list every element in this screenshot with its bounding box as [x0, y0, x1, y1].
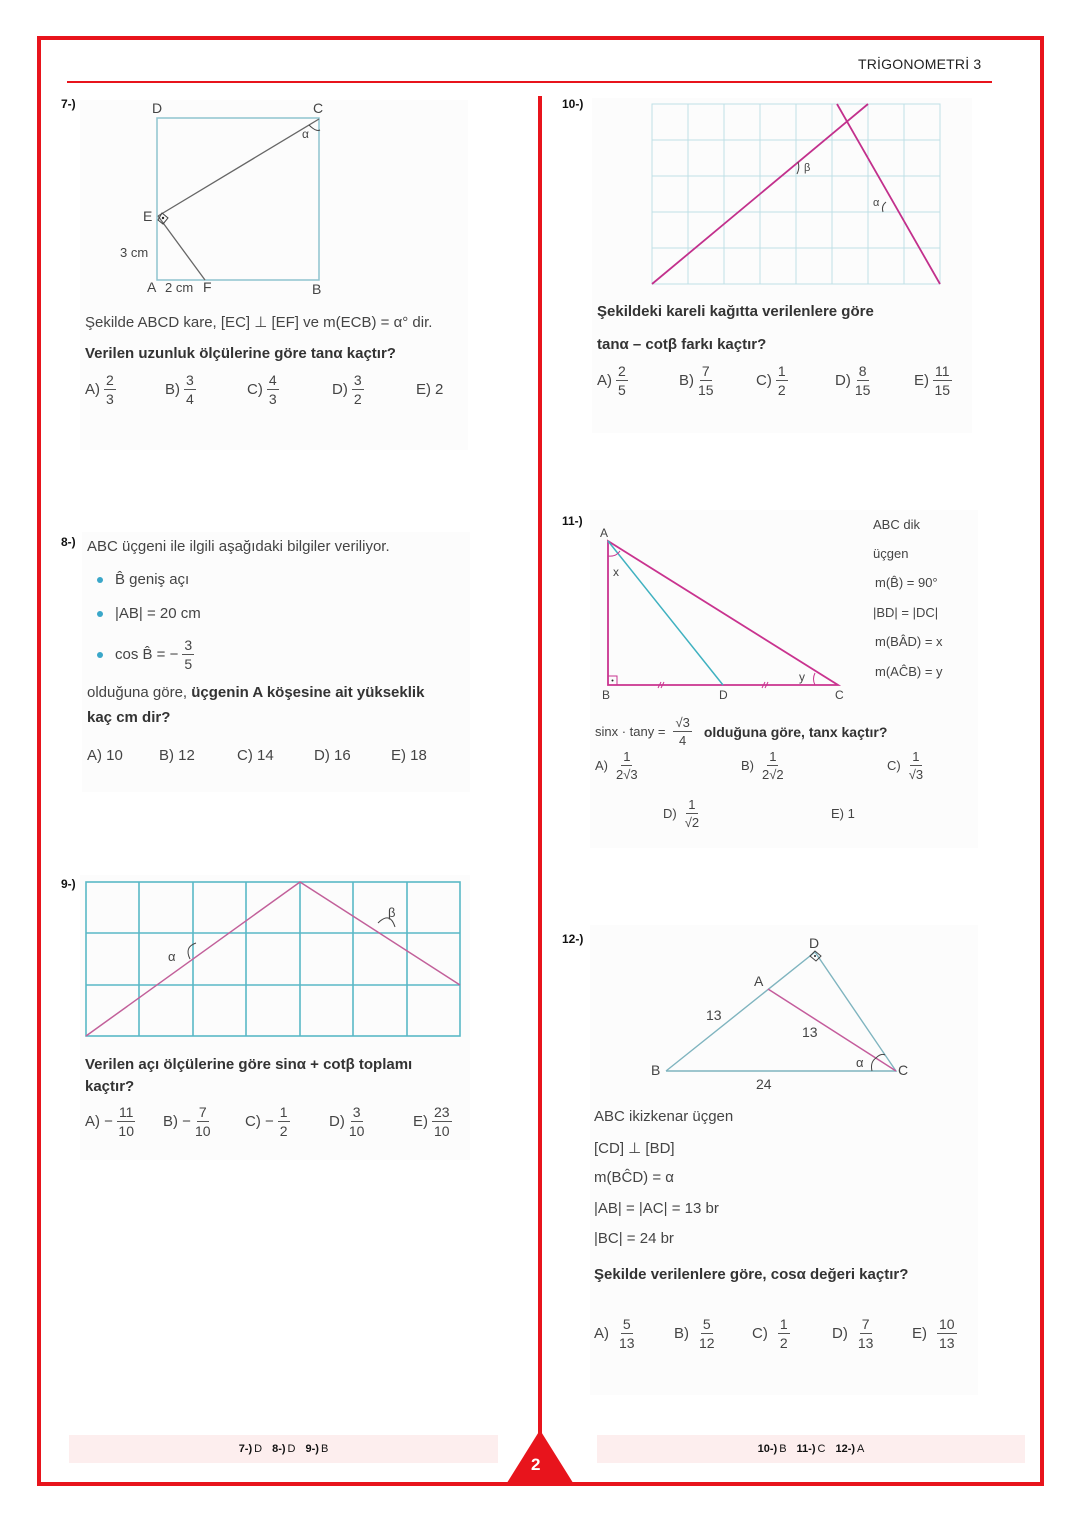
- question-number: 12-): [562, 932, 584, 946]
- grid-figure: [592, 98, 972, 293]
- bullet-item: cos B̂ = − $\frac{3}{5}$: [97, 638, 194, 671]
- svg-text:D: D: [152, 100, 163, 116]
- svg-text:β: β: [804, 162, 811, 174]
- svg-text:C: C: [898, 1062, 909, 1078]
- svg-text:A: A: [754, 973, 764, 989]
- svg-text:α: α: [856, 1055, 864, 1070]
- svg-text:F: F: [203, 279, 212, 295]
- svg-text:A: A: [147, 279, 157, 295]
- header-divider: [67, 81, 992, 83]
- bullet-icon: [97, 577, 103, 583]
- answer-options: [597, 364, 952, 397]
- given-item: |BD| = |DC|: [873, 605, 939, 620]
- option-c[interactable]: C) 14: [237, 747, 274, 764]
- svg-text:A: A: [600, 526, 609, 540]
- question-text-2: tanα – cotβ farkı kaçtır?: [597, 336, 767, 353]
- question-text-2: kaçtır?: [85, 1078, 135, 1095]
- question-9: [80, 875, 470, 1160]
- question-text-2: kaç cm dir?: [87, 709, 171, 726]
- question-10: [592, 98, 972, 433]
- svg-text:D: D: [719, 688, 728, 702]
- option-b[interactable]: B) $\frac{3}{4}$: [165, 372, 194, 407]
- question-number: 7-): [61, 97, 76, 111]
- option-e[interactable]: E): [416, 381, 431, 398]
- answer-options: A) $\frac{2}{3}$ B) $\frac{3}{4}$ C) $\frac{4}{3}$ D) $\frac{3}{2}$ E) 2: [85, 372, 444, 407]
- answer-options-row2: [663, 798, 855, 829]
- question-number: 11-): [562, 514, 583, 528]
- question-text: olduğuna göre, üçgenin A köşesine ait yükseklik: [87, 684, 425, 701]
- svg-text:B: B: [651, 1062, 661, 1078]
- triangle-figure: [590, 510, 870, 705]
- question-12: [590, 925, 978, 1395]
- svg-text:C: C: [313, 100, 324, 116]
- svg-text:α: α: [302, 127, 309, 141]
- given-item: ABC dik: [873, 517, 920, 532]
- svg-text:13: 13: [802, 1024, 818, 1040]
- answer-options: [595, 750, 923, 781]
- question-text: Şekildeki kareli kağıtta verilenlere göre: [597, 303, 874, 320]
- svg-text:B: B: [312, 281, 322, 297]
- question-number: 8-): [61, 535, 76, 549]
- column-divider: [538, 96, 542, 1466]
- option-a[interactable]: A) 10: [87, 747, 123, 764]
- option-d[interactable]: D) $\frac{7}{13}$: [832, 1316, 874, 1351]
- question-intro: ABC üçgeni ile ilgili aşağıdaki bilgiler veriliyor.: [87, 538, 390, 555]
- given-item: m(BÂD) = x: [875, 634, 943, 649]
- option-c[interactable]: C) $\frac{1}{√3}$: [887, 749, 924, 782]
- svg-text:α: α: [168, 949, 176, 964]
- svg-text:B: B: [602, 688, 611, 702]
- question-number: 9-): [61, 877, 76, 891]
- option-c[interactable]: C) $\frac{1}{2}$: [756, 363, 786, 398]
- option-a[interactable]: A) $\frac{2}{5}$: [597, 363, 626, 398]
- answer-options: [85, 1105, 452, 1138]
- given-item: üçgen: [873, 546, 909, 561]
- option-e[interactable]: E) $\frac{23}{10}$: [413, 1104, 450, 1139]
- given-item: [CD] ⊥ [BD]: [594, 1140, 675, 1157]
- option-b[interactable]: B) $\frac{1}{2√2}$: [741, 749, 784, 782]
- svg-text:y: y: [799, 670, 805, 684]
- bullet-icon: [97, 611, 103, 617]
- option-e[interactable]: E) $\frac{11}{15}$: [914, 363, 951, 398]
- svg-text:C: C: [835, 688, 844, 702]
- option-e[interactable]: E) $\frac{10}{13}$: [912, 1316, 955, 1351]
- answer-key-left: 7-) D 8-) D 9-) B: [69, 1435, 498, 1463]
- square-figure: [80, 100, 468, 300]
- option-e[interactable]: E) 1: [831, 806, 855, 821]
- question-7: [80, 100, 468, 450]
- triangle-figure: [590, 925, 978, 1095]
- question-text: Verilen uzunluk ölçülerine göre tanα kaçtır?: [85, 345, 396, 362]
- svg-text:α: α: [873, 197, 880, 209]
- bullet-icon: [97, 652, 103, 658]
- given-item: |AB| = |AC| = 13 br: [594, 1200, 719, 1217]
- given-item: |BC| = 24 br: [594, 1230, 674, 1247]
- option-b[interactable]: B) $\frac{5}{12}$: [674, 1316, 715, 1351]
- svg-text:D: D: [809, 935, 820, 951]
- option-d[interactable]: D) $\frac{3}{10}$: [329, 1104, 365, 1139]
- option-a[interactable]: A) $\frac{2}{3}$: [85, 372, 114, 407]
- svg-text:E: E: [143, 208, 153, 224]
- svg-text:2 cm: 2 cm: [165, 280, 194, 295]
- question-text: Şekilde verilenlere göre, cosα değeri kaçtır?: [594, 1266, 909, 1283]
- svg-text:3 cm: 3 cm: [120, 245, 149, 260]
- option-d[interactable]: D) $\frac{3}{2}$: [332, 372, 362, 407]
- answer-options: [87, 747, 427, 764]
- grid-figure: [80, 875, 470, 1045]
- svg-text:β: β: [388, 905, 396, 920]
- option-a[interactable]: A) $\frac{1}{2√3}$: [595, 749, 638, 782]
- option-c[interactable]: C) $\frac{1}{2}$: [752, 1316, 788, 1351]
- answer-key-right: 10-) B 11-) C 12-) A: [597, 1435, 1025, 1463]
- svg-text:x: x: [613, 565, 619, 579]
- bullet-item: B̂ geniş açı: [97, 571, 189, 588]
- question-condition: sinx · tany = $\frac{√3}{4}$ olduğuna göre, tanx kaçtır?: [595, 715, 888, 748]
- question-text: Verilen açı ölçülerine göre sinα + cotβ toplamı: [85, 1056, 413, 1073]
- option-c[interactable]: C) $\frac{4}{3}$: [247, 372, 277, 407]
- given-item: m(BĈD) = α: [594, 1169, 674, 1186]
- question-8: [82, 532, 470, 792]
- option-b[interactable]: B) $\frac{7}{15}$: [679, 363, 714, 398]
- option-d[interactable]: D) $\frac{8}{15}$: [835, 363, 871, 398]
- option-b[interactable]: B) 12: [159, 747, 195, 764]
- option-a[interactable]: A) $\frac{5}{13}$: [594, 1316, 635, 1351]
- bullet-item: |AB| = 20 cm: [97, 605, 201, 622]
- option-d[interactable]: D) 16: [314, 747, 351, 764]
- given-item: m(B̂) = 90°: [875, 575, 938, 590]
- page-title: TRİGONOMETRİ 3: [858, 56, 982, 72]
- question-11: [590, 510, 978, 848]
- question-statement: Şekilde ABCD kare, [EC] ⊥ [EF] ve m(ECB) = α° dir.: [85, 314, 433, 331]
- option-e[interactable]: E) 18: [391, 747, 427, 764]
- option-a[interactable]: A) − $\frac{11}{10}$: [85, 1104, 134, 1139]
- svg-text:13: 13: [706, 1007, 722, 1023]
- option-c[interactable]: C) − $\frac{1}{2}$: [245, 1104, 288, 1139]
- given-item: ABC ikizkenar üçgen: [594, 1108, 734, 1125]
- answer-options: [594, 1317, 957, 1350]
- given-item: m(AĈB) = y: [875, 664, 943, 679]
- svg-text:24: 24: [756, 1076, 772, 1092]
- page-number: 2: [531, 1455, 541, 1474]
- question-number: 10-): [562, 97, 584, 111]
- option-d[interactable]: D) $\frac{1}{√2}$: [663, 797, 700, 830]
- option-b[interactable]: B) − $\frac{7}{10}$: [163, 1104, 211, 1139]
